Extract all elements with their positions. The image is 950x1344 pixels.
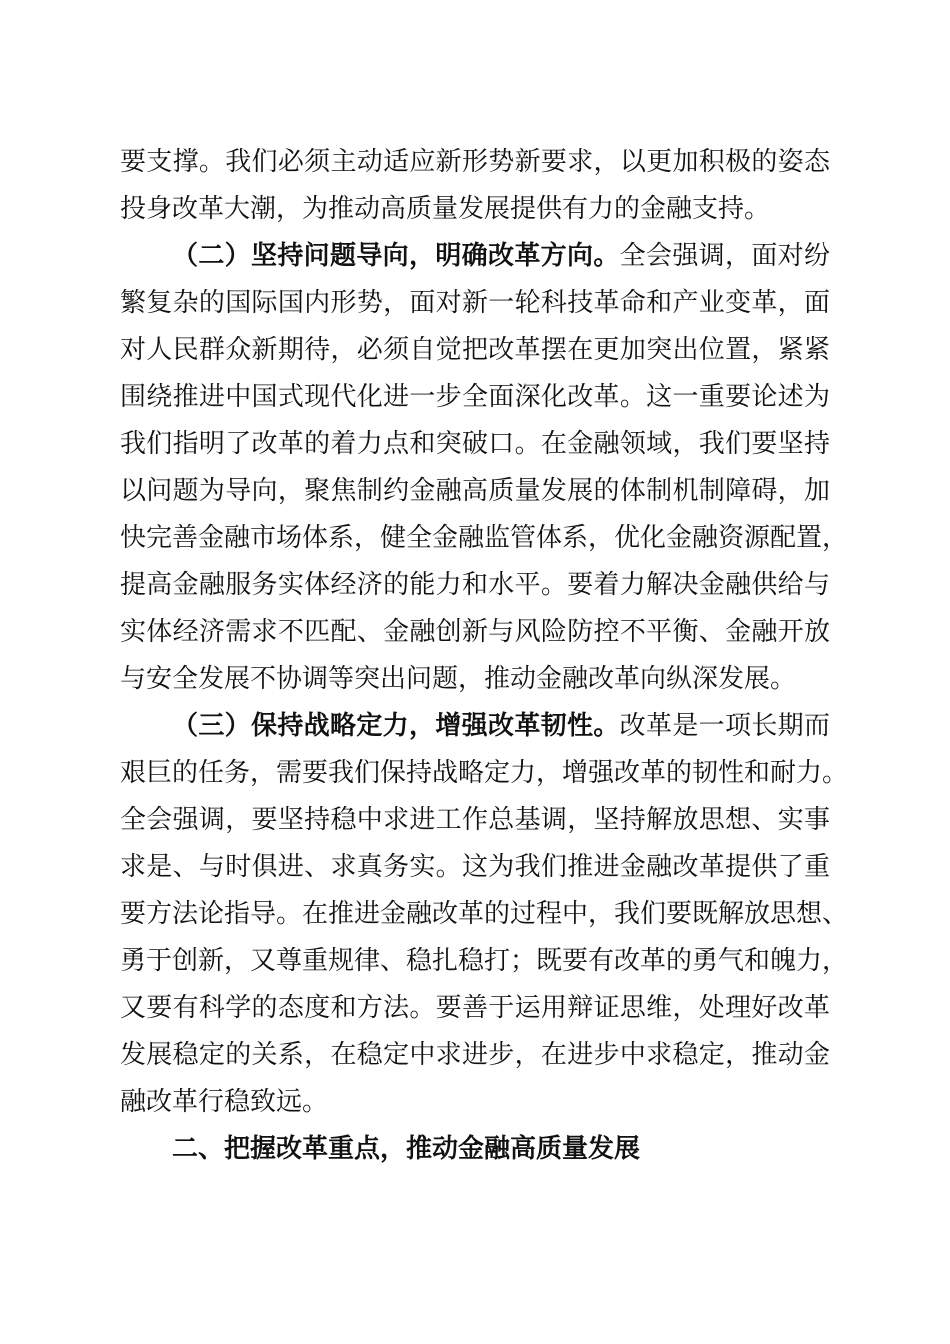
paragraph-line: 与安全发展不协调等突出问题，推动金融改革向纵深发展。 bbox=[120, 664, 797, 694]
paragraph-line: 艰巨的任务，需要我们保持战略定力，增强改革的韧性和耐力。 bbox=[120, 758, 849, 788]
section-lead-line: （二）坚持问题导向，明确改革方向。全会强调，面对纷 bbox=[172, 241, 830, 271]
paragraph-line: 快完善金融市场体系，健全金融监管体系，优化金融资源配置， bbox=[120, 523, 849, 553]
section-lead-title: （二）坚持问题导向，明确改革方向。 bbox=[172, 241, 620, 271]
section-heading: 二、把握改革重点，推动金融高质量发展 bbox=[172, 1134, 641, 1164]
paragraph-line: 围绕推进中国式现代化进一步全面深化改革。这一重要论述为 bbox=[120, 382, 830, 412]
paragraph-line: 要支撑。我们必须主动适应新形势新要求，以更加积极的姿态 bbox=[120, 147, 830, 177]
section-lead-line: （三）保持战略定力，增强改革韧性。改革是一项长期而 bbox=[172, 711, 830, 741]
paragraph-line: 实体经济需求不匹配、金融创新与风险防控不平衡、金融开放 bbox=[120, 617, 830, 647]
paragraph-line: 我们指明了改革的着力点和突破口。在金融领域，我们要坚持 bbox=[120, 429, 830, 459]
paragraph-line: 以问题为导向，聚焦制约金融高质量发展的体制机制障碍，加 bbox=[120, 476, 830, 506]
paragraph-line: 繁复杂的国际国内形势，面对新一轮科技革命和产业变革，面 bbox=[120, 288, 830, 318]
paragraph-line: 求是、与时俱进、求真务实。这为我们推进金融改革提供了重 bbox=[120, 852, 830, 882]
paragraph-line: 勇于创新，又尊重规律、稳扎稳打；既要有改革的勇气和魄力， bbox=[120, 946, 849, 976]
paragraph-line: 要方法论指导。在推进金融改革的过程中，我们要既解放思想、 bbox=[120, 899, 849, 929]
paragraph-line: 全会强调，要坚持稳中求进工作总基调，坚持解放思想、实事 bbox=[120, 805, 830, 835]
paragraph-line: 提高金融服务实体经济的能力和水平。要着力解决金融供给与 bbox=[120, 570, 830, 600]
paragraph-line: 投身改革大潮，为推动高质量发展提供有力的金融支持。 bbox=[120, 194, 771, 224]
paragraph-line: 又要有科学的态度和方法。要善于运用辩证思维，处理好改革 bbox=[120, 993, 830, 1023]
paragraph-line: 融改革行稳致远。 bbox=[120, 1087, 329, 1117]
section-lead-title: （三）保持战略定力，增强改革韧性。 bbox=[172, 711, 620, 741]
paragraph-line: 发展稳定的关系，在稳定中求进步，在进步中求稳定，推动金 bbox=[120, 1040, 830, 1070]
paragraph-line: 对人民群众新期待，必须自觉把改革摆在更加突出位置，紧紧 bbox=[120, 335, 830, 365]
